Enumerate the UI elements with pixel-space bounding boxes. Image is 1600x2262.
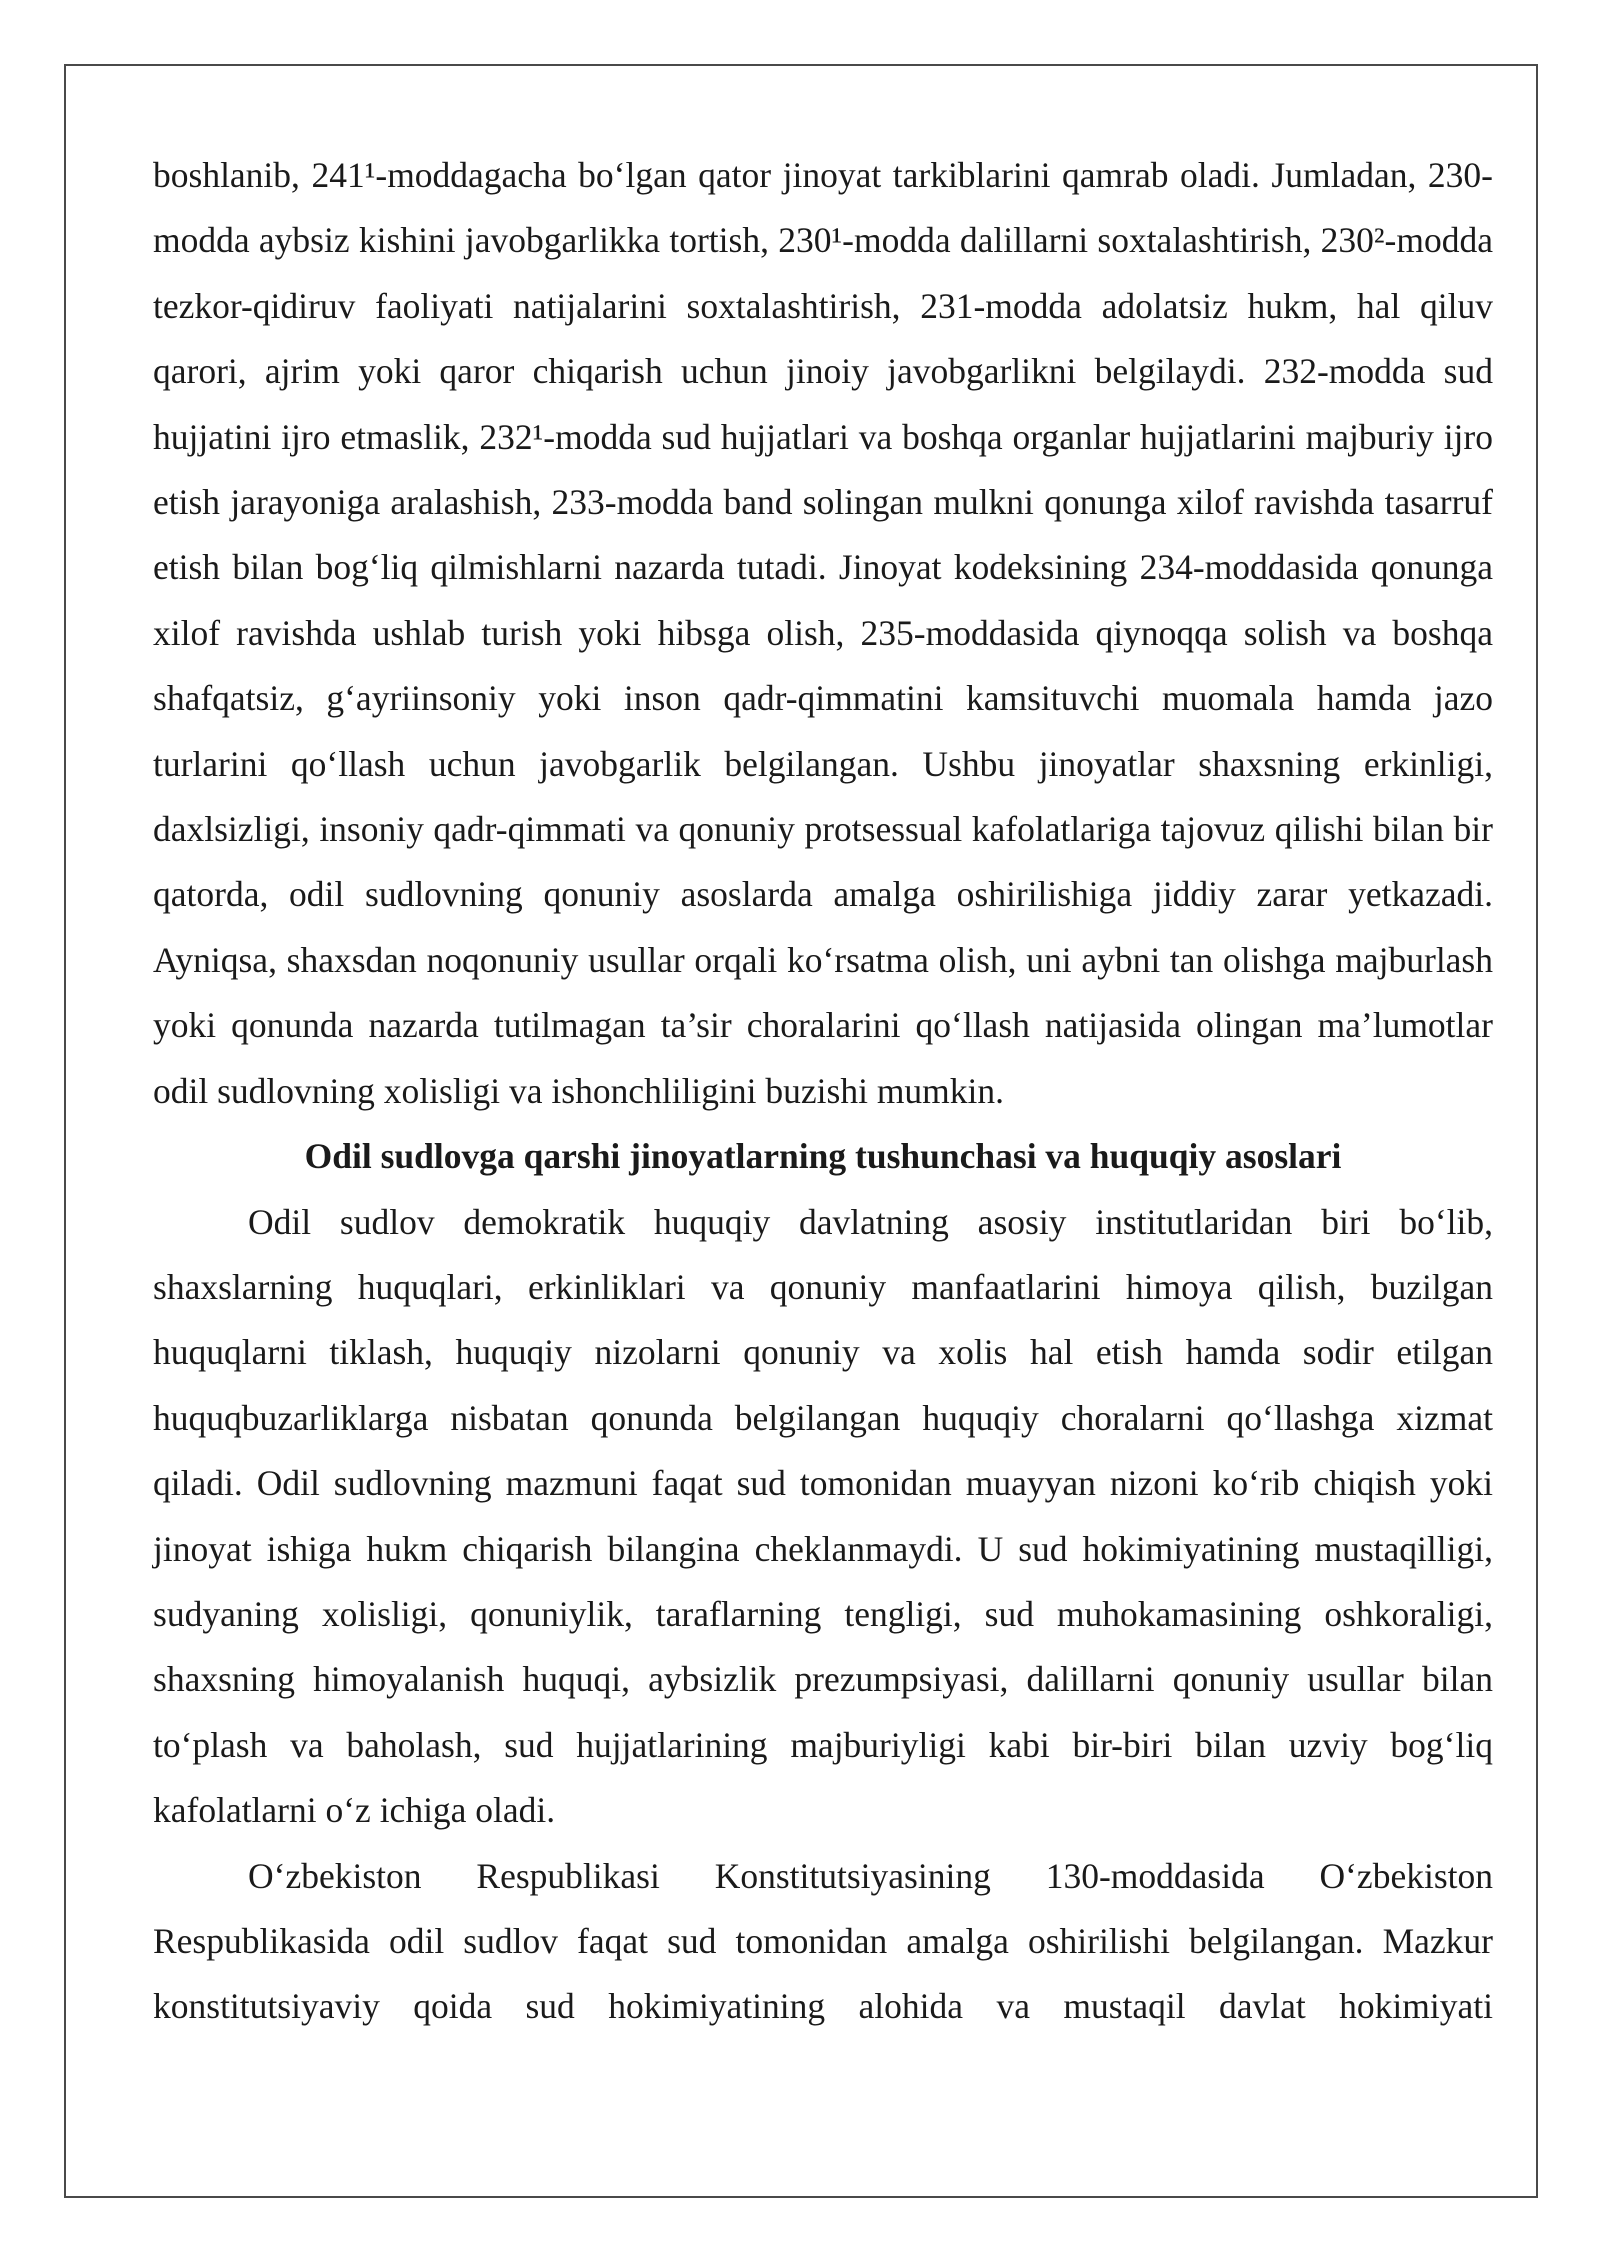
section-heading: Odil sudlovga qarshi jinoyatlarning tushunchasi va huquqiy asoslari xyxy=(304,1136,1342,1177)
paragraph: O‘zbekiston Respublikasi Konstitutsiyasining 130-moddasida O‘zbekiston Respublikasida odil sudlov faqat sud tomonidan amalga oshirilishi belgilangan. Mazkur konstitutsiyaviy qoida sud hokimiyatining alohida va mustaqil davlat hokimiyati xyxy=(153,1855,1493,2027)
document-body xyxy=(153,143,1493,2040)
paragraph: boshlanib, 241¹-moddagacha bo‘lgan qator jinoyat tarkiblarini qamrab oladi. Jumladan, 230-modda aybsiz kishini javobgarlikka tortish, 230¹-modda dalillarni soxtalashtirish, 230²-modda tezkor-qidiruv faoliyati natijalarini soxtalashtirish, 231-modda adolatsiz hukm, hal qiluv qarori, ajrim yoki qaror chiqarish uchun jinoiy javobgarlikni belgilaydi. 232-modda sud hujjatini ijro etmaslik, 232¹-modda sud hujjatlari va boshqa organlar hujjatlarini majburiy ijro etish jarayoniga aralashish, 233-modda band solingan mulkni qonunga xilof ravishda tasarruf etish bilan bog‘liq qilmishlarni nazarda tutadi. Jinoyat kodeksining 234-moddasida qonunga xilof ravishda ushlab turish yoki hibsga olish, 235-moddasida qiynoqqa solish va boshqa shafqatsiz, g‘ayriinsoniy yoki inson qadr-qimmatini kamsituvchi muomala hamda jazo turlarini qo‘llash uchun javobgarlik belgilangan. Ushbu jinoyatlar shaxsning erkinligi, daxlsizligi, insoniy qadr-qimmati va qonuniy protsessual kafolatlariga tajovuz qilishi bilan bir qatorda, odil sudlovning qonuniy asoslarda amalga oshirilishiga jiddiy zarar yetkazadi. Ayniqsa, shaxsdan noqonuniy usullar orqali ko‘rsatma olish, uni aybni tan olishga majburlash yoki qonunda nazarda tutilmagan ta’sir choralarini qo‘llash natijasida olingan ma’lumotlar odil sudlovning xolisligi va ishonchliligini buzishi mumkin. xyxy=(153,155,1493,1111)
paragraph: Odil sudlov demokratik huquqiy davlatning asosiy institutlaridan biri bo‘lib, shaxslarning huquqlari, erkinliklari va qonuniy manfaatlarini himoya qilish, buzilgan huquqlarni tiklash, huquqiy nizolarni qonuniy va xolis hal etish hamda sodir etilgan huquqbuzarliklarga nisbatan qonunda belgilangan huquqiy choralarni qo‘llashga xizmat qiladi. Odil sudlovning mazmuni faqat sud tomonidan muayyan nizoni ko‘rib chiqish yoki jinoyat ishiga hukm chiqarish bilangina cheklanmaydi. U sud hokimiyatining mustaqilligi, sudyaning xolisligi, qonuniylik, taraflarning tengligi, sud muhokamasining oshkoraligi, shaxsning himoyalanish huquqi, aybsizlik prezumpsiyasi, dalillarni qonuniy usullar bilan to‘plash va baholash, sud hujjatlarining majburiyligi kabi bir-biri bilan uzviy bog‘liq kafolatlarni o‘z ichiga oladi. xyxy=(153,1201,1493,1831)
